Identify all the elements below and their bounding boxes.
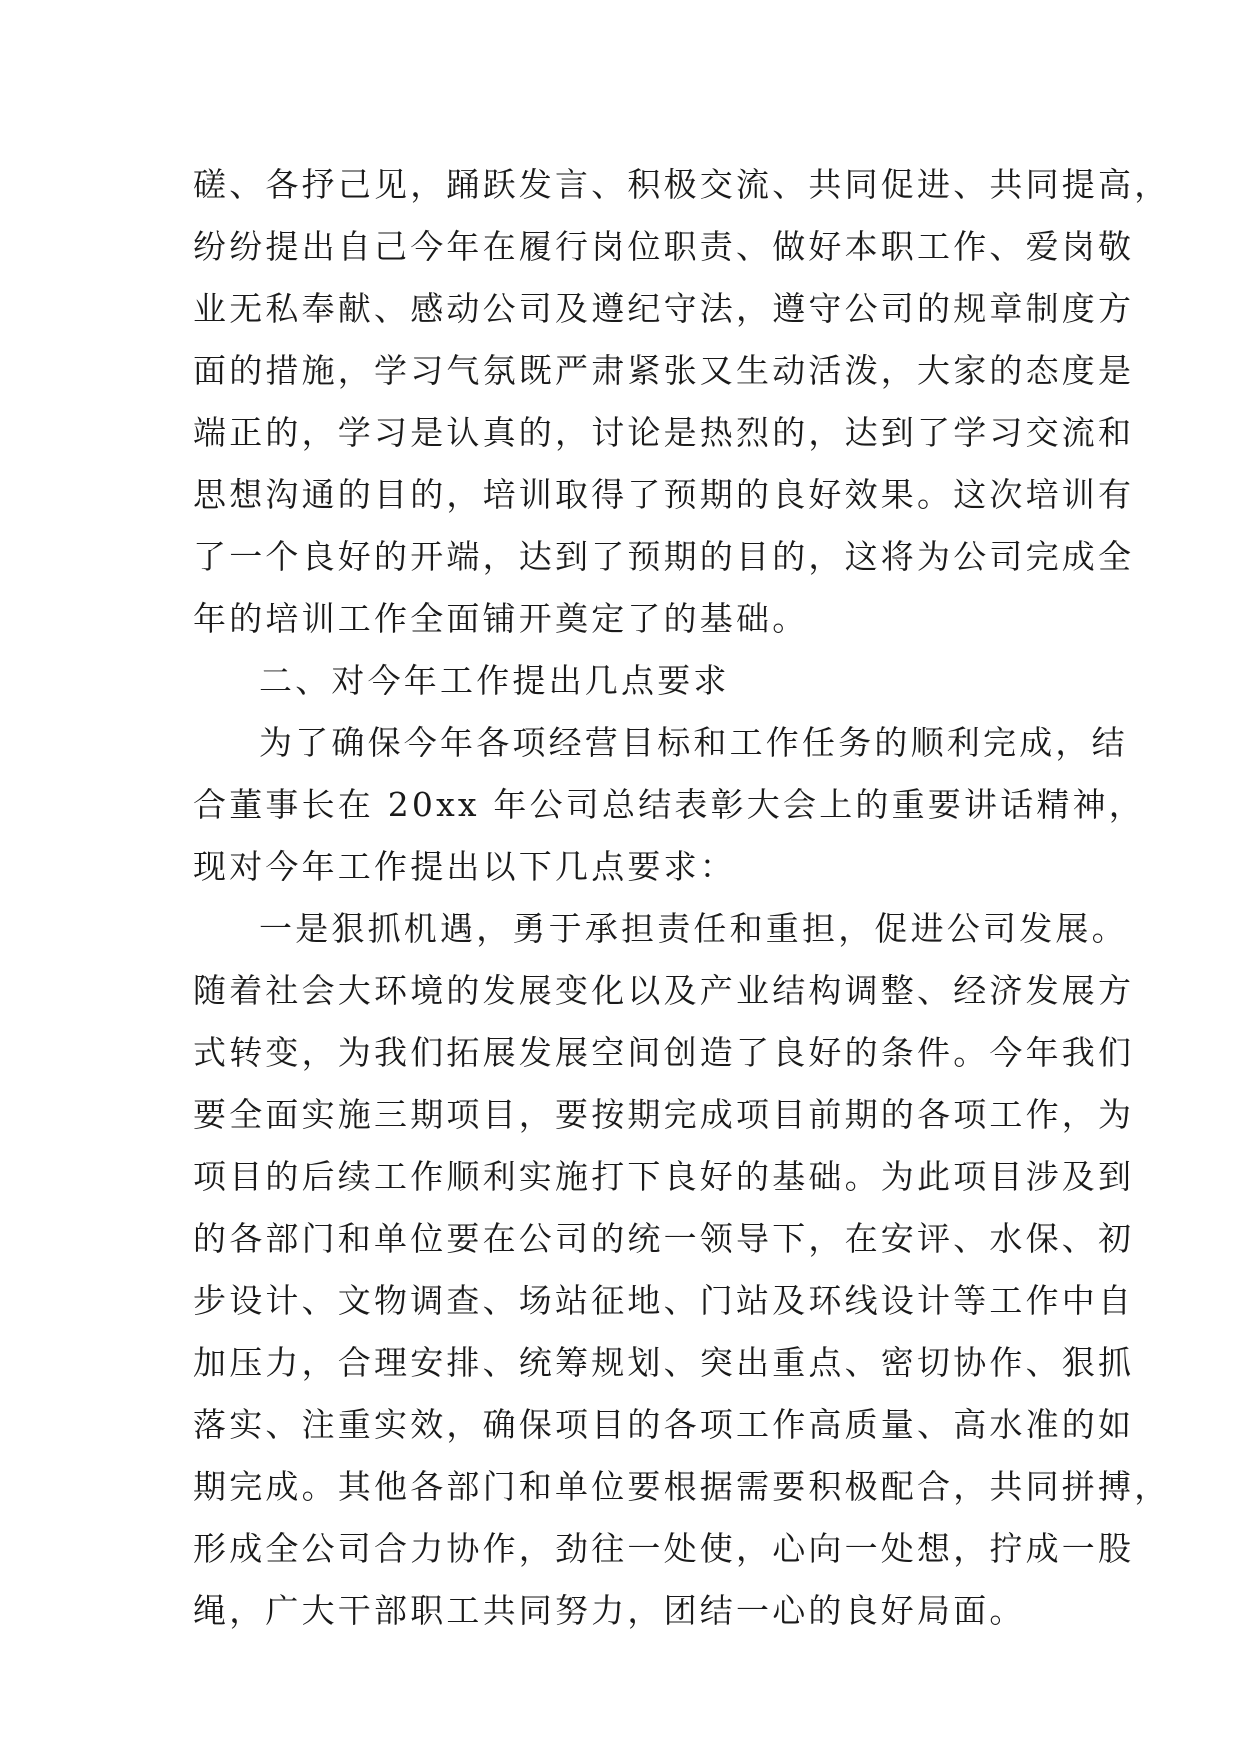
text-line: 了一个良好的开端，达到了预期的目的，这将为公司完成全 — [193, 537, 1135, 576]
text-line: 纷纷提出自己今年在履行岗位职责、做好本职工作、爱岗敬 — [193, 227, 1135, 266]
text-line: 随着社会大环境的发展变化以及产业结构调整、经济发展方 — [193, 971, 1135, 1010]
text-line: 形成全公司合力协作，劲往一处使，心向一处想，拧成一股 — [193, 1529, 1135, 1568]
paragraph-start-line: 为了确保今年各项经营目标和工作任务的顺利完成，结 — [259, 723, 1128, 762]
text-line: 面的措施，学习气氛既严肃紧张又生动活泼，大家的态度是 — [193, 351, 1135, 390]
text-line: 加压力，合理安排、统筹规划、突出重点、密切协作、狠抓 — [193, 1343, 1135, 1382]
paragraph-start-line: 一是狠抓机遇，勇于承担责任和重担，促进公司发展。 — [259, 909, 1128, 948]
section-heading: 二、对今年工作提出几点要求 — [259, 661, 730, 700]
text-line: 的各部门和单位要在公司的统一领导下，在安评、水保、初 — [193, 1219, 1135, 1258]
text-line: 业无私奉献、感动公司及遵纪守法，遵守公司的规章制度方 — [193, 289, 1135, 328]
text-line: 落实、注重实效，确保项目的各项工作高质量、高水准的如 — [193, 1405, 1135, 1444]
text-line: 思想沟通的目的，培训取得了预期的良好效果。这次培训有 — [193, 475, 1135, 514]
text-line: 年的培训工作全面铺开奠定了的基础。 — [193, 599, 809, 638]
text-line: 现对今年工作提出以下几点要求： — [193, 847, 736, 886]
text-line: 磋、各抒己见，踊跃发言、积极交流、共同促进、共同提高， — [193, 165, 1171, 204]
document-page — [193, 160, 1171, 1630]
text-line: 端正的，学习是认真的，讨论是热烈的，达到了学习交流和 — [193, 413, 1135, 452]
text-line: 步设计、文物调查、场站征地、门站及环线设计等工作中自 — [193, 1281, 1135, 1320]
text-line: 绳，广大干部职工共同努力，团结一心的良好局面。 — [193, 1591, 1026, 1630]
text-line: 式转变，为我们拓展发展空间创造了良好的条件。今年我们 — [193, 1033, 1135, 1072]
text-line: 要全面实施三期项目，要按期完成项目前期的各项工作，为 — [193, 1095, 1135, 1134]
text-line: 合董事长在 20xx 年公司总结表彰大会上的重要讲话精神， — [193, 785, 1145, 824]
text-line: 项目的后续工作顺利实施打下良好的基础。为此项目涉及到 — [193, 1157, 1135, 1196]
text-line: 期完成。其他各部门和单位要根据需要积极配合，共同拼搏， — [193, 1467, 1171, 1506]
